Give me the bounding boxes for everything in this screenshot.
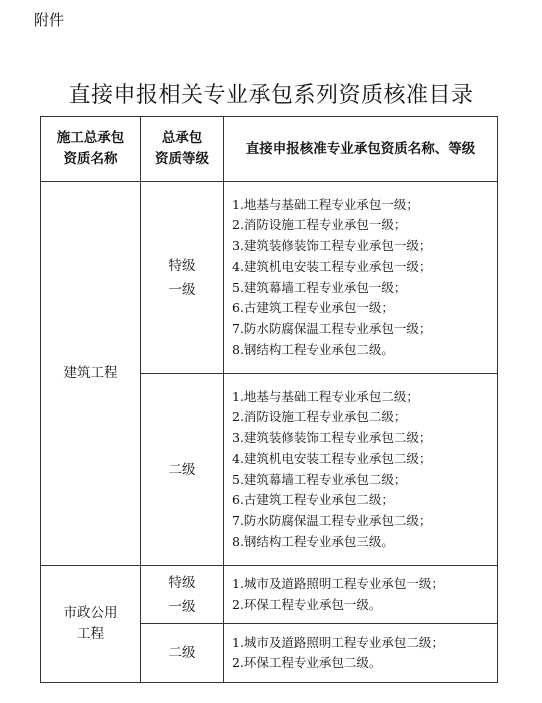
list-item: 8.钢结构工程专业承包三级。 — [232, 533, 394, 549]
qualification-list-cell — [224, 374, 498, 566]
qualification-list-cell — [224, 624, 498, 683]
table-row — [41, 566, 498, 624]
list-item: 7.防水防腐保温工程专业承包一级； — [232, 320, 432, 336]
table-row — [41, 182, 498, 374]
contract-type-cell: 市政公用 工程 — [41, 566, 141, 683]
list-item: 2.环保工程专业承包二级。 — [232, 655, 382, 671]
header-general-contract-name: 施工总承包 资质名称 — [41, 117, 141, 182]
list-item: 1.城市及道路照明工程专业承包二级； — [232, 634, 444, 650]
list-item: 2.消防设施工程专业承包二级； — [232, 409, 407, 425]
list-item: 2.环保工程专业承包一级。 — [232, 596, 382, 612]
list-item: 1.地基与基础工程专业承包一级； — [232, 196, 419, 212]
list-item: 1.地基与基础工程专业承包二级； — [232, 388, 419, 404]
header-general-contract-grade: 总承包 资质等级 — [141, 117, 224, 182]
list-item: 8.钢结构工程专业承包二级。 — [232, 341, 394, 357]
list-item: 1.城市及道路照明工程专业承包一级； — [232, 576, 444, 591]
list-item: 6.古建筑工程专业承包一级； — [232, 300, 394, 316]
grade-cell: 二级 — [141, 624, 224, 683]
list-item: 5.建筑幕墙工程专业承包一级； — [232, 279, 407, 295]
qualification-list-cell — [224, 182, 498, 374]
grade-cell: 特级 一级 — [141, 182, 224, 374]
list-item: 6.古建筑工程专业承包二级； — [232, 492, 394, 508]
list-item: 5.建筑幕墙工程专业承包二级； — [232, 471, 407, 487]
contract-type-cell: 建筑工程 — [41, 182, 141, 566]
list-item: 3.建筑装修装饰工程专业承包二级； — [232, 430, 432, 446]
qualification-table — [40, 116, 498, 683]
list-item: 3.建筑装修装饰工程专业承包一级； — [232, 238, 432, 254]
qualification-list-cell — [224, 566, 498, 624]
list-item: 7.防水防腐保温工程专业承包二级； — [232, 512, 432, 528]
list-item: 2.消防设施工程专业承包一级； — [232, 217, 407, 233]
list-item: 4.建筑机电安装工程专业承包二级； — [232, 450, 432, 466]
grade-cell: 特级 一级 — [141, 566, 224, 624]
header-specialty-qualification: 直接申报核准专业承包资质名称、等级 — [224, 117, 498, 182]
attachment-label: 附件 — [34, 11, 65, 29]
list-item: 4.建筑机电安装工程专业承包一级； — [232, 258, 432, 274]
document-title: 直接申报相关专业承包系列资质核准目录 — [68, 83, 474, 108]
table-header-row — [41, 117, 498, 182]
grade-cell: 二级 — [141, 374, 224, 566]
